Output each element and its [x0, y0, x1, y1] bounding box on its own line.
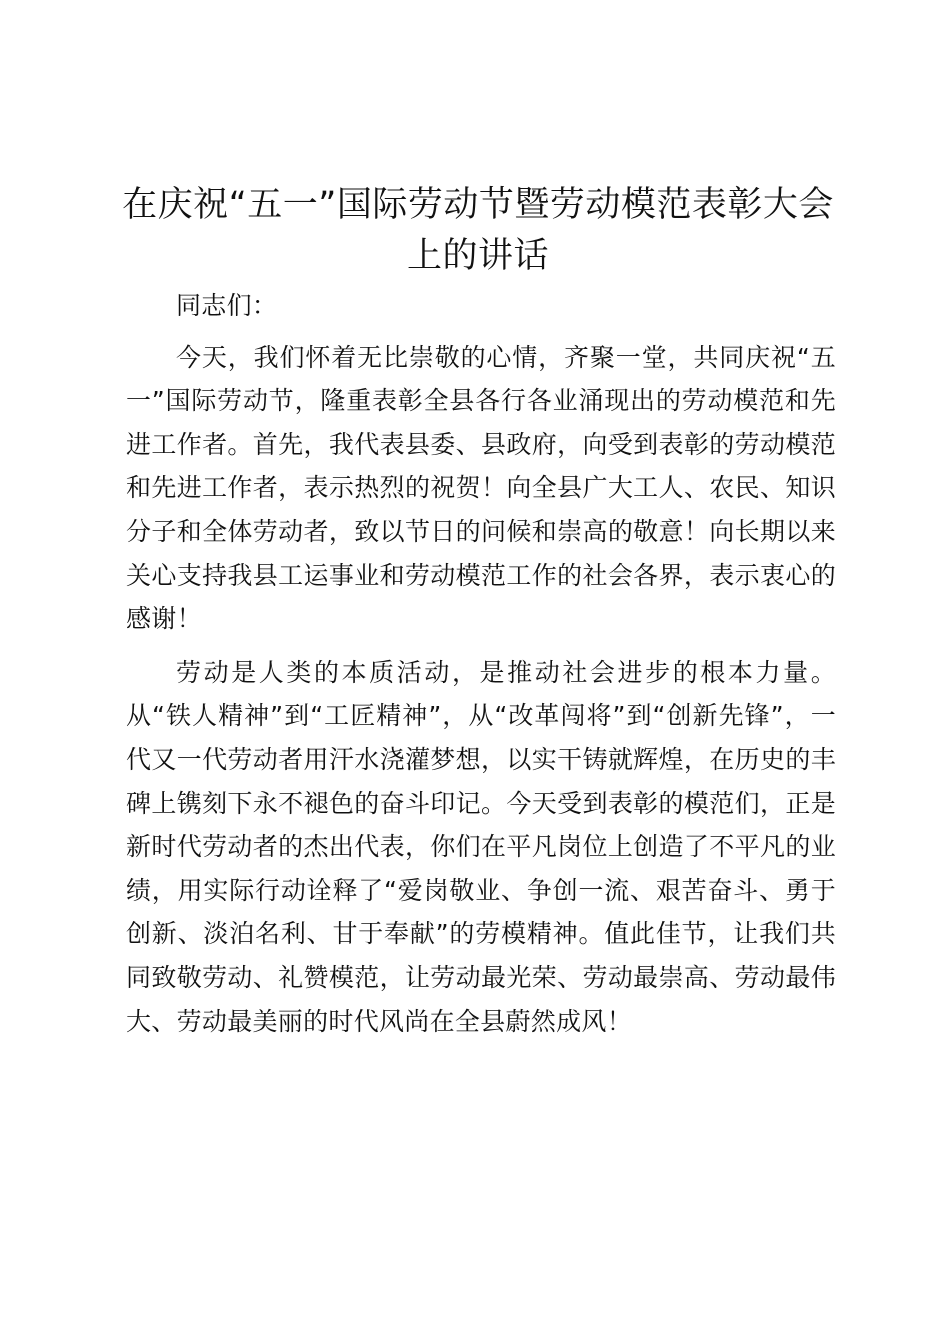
- paragraph-2: 劳动是人类的本质活动，是推动社会进步的根本力量。从“铁人精神”到“工匠精神”，从“改革闯将”到“创新先锋”，一代又一代劳动者用汗水浇灌梦想，以实干铸就辉煌，在历史的丰碑上镌刻下永不褪色的奋斗印记。今天受到表彰的模范们，正是新时代劳动者的杰出代表，你们在平凡岗位上创造了不平凡的业绩，用实际行动诠释了“爱岗敬业、争创一流、艰苦奋斗、勇于创新、淡泊名利、甘于奉献”的劳模精神。值此佳节，让我们共同致敬劳动、礼赞模范，让劳动最光荣、劳动最崇高、劳动最伟大、劳动最美丽的时代风尚在全县蔚然成风！: [126, 657, 836, 1036]
- salutation: 同志们：: [176, 291, 278, 320]
- document-title: 在庆祝“五一”国际劳动节暨劳动模范表彰大会上的讲话: [122, 185, 834, 276]
- paragraph-1: 今天，我们怀着无比崇敬的心情，齐聚一堂，共同庆祝“五一”国际劳动节，隆重表彰全县各行各业涌现出的劳动模范和先进工作者。首先，我代表县委、县政府，向受到表彰的劳动模范和先进工作者，表示热烈的祝贺！向全县广大工人、农民、知识分子和全体劳动者，致以节日的问候和崇高的敬意！向长期以来关心支持我县工运事业和劳动模范工作的社会各界，表示衷心的感谢！: [126, 342, 836, 634]
- document-body: [126, 284, 836, 1043]
